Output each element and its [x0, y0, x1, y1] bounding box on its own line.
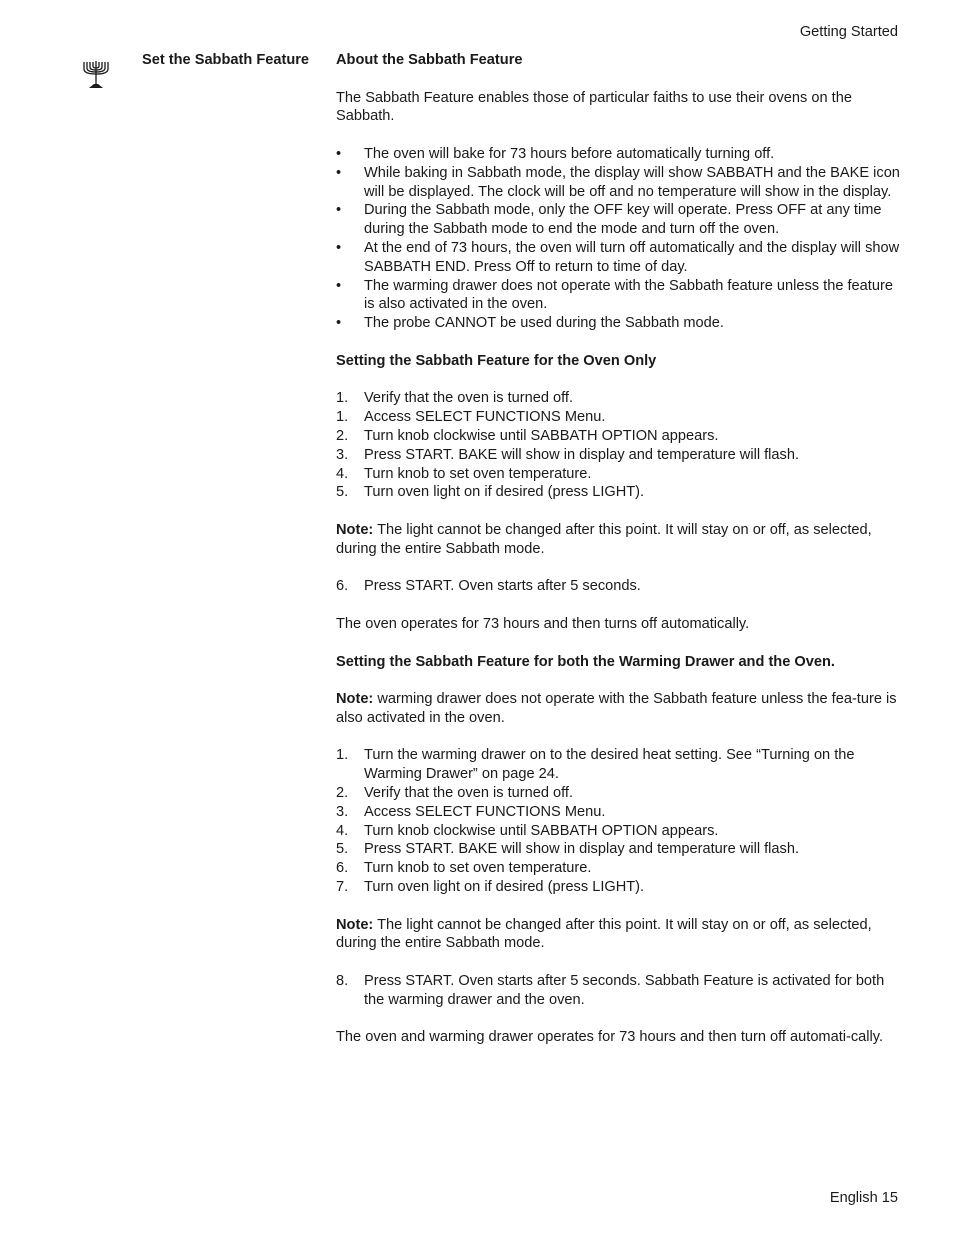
oven-only-final-step	[336, 577, 901, 596]
list-item: 5. Turn oven light on if desired (press LIGHT).	[336, 484, 645, 501]
list-item: 2. Turn knob clockwise until SABBATH OPTION appears.	[336, 427, 719, 444]
oven-only-heading: Setting the Sabbath Feature for the Oven Only	[336, 352, 657, 369]
list-item: 1. Verify that the oven is turned off.	[336, 390, 574, 407]
list-item: 4. Turn knob to set oven temperature.	[336, 465, 592, 482]
oven-only-closing: The oven operates for 73 hours and then turns off automatically.	[336, 615, 750, 632]
list-item: • The warming drawer does not operate with the Sabbath feature unless the feature is also activated in the oven.	[336, 277, 893, 313]
both-note-2: Note: The light cannot be changed after this point. It will stay on or off, as selected, during the entire Sabbath mode.	[336, 916, 872, 952]
bullet-marker: •	[336, 164, 342, 181]
list-item: 3. Access SELECT FUNCTIONS Menu.	[336, 803, 606, 820]
sidebar-title: Set the Sabbath Feature	[142, 52, 310, 68]
bullet-marker: •	[336, 277, 342, 294]
both-heading: Setting the Sabbath Feature for both the Warming Drawer and the Oven.	[336, 653, 835, 670]
main-content	[336, 51, 901, 1047]
bullet-marker: •	[336, 315, 342, 332]
list-item: • During the Sabbath mode, only the OFF key will operate. Press OFF at any time during the Sabbath mode to end the mode and turn off the oven.	[336, 202, 882, 238]
both-final-step	[336, 972, 901, 1010]
about-bullet-list	[336, 145, 901, 333]
list-item: 3. Press START. BAKE will show in display and temperature will flash.	[336, 446, 800, 463]
about-heading: About the Sabbath Feature	[336, 52, 523, 68]
list-item: • The oven will bake for 73 hours before automatically turning off.	[336, 145, 775, 162]
list-item: 1. Access SELECT FUNCTIONS Menu.	[336, 409, 606, 426]
list-item: 4. Turn knob clockwise until SABBATH OPTION appears.	[336, 822, 719, 839]
both-steps	[336, 746, 901, 896]
page-header-section: Getting Started	[799, 24, 898, 40]
list-item: • The probe CANNOT be used during the Sabbath mode.	[336, 315, 724, 332]
both-closing: The oven and warming drawer operates for 73 hours and then turn off automati-cally.	[336, 1029, 884, 1046]
about-intro: The Sabbath Feature enables those of particular faiths to use their ovens on the Sabbath.	[336, 89, 852, 125]
list-item: 2. Verify that the oven is turned off.	[336, 785, 574, 802]
oven-only-steps	[336, 389, 901, 502]
list-item: 1. Turn the warming drawer on to the desired heat setting. See “Turning on the Warming Drawer” on page 24.	[336, 747, 855, 783]
list-item: 6. Turn knob to set oven temperature.	[336, 860, 592, 877]
bullet-marker: •	[336, 239, 342, 256]
list-item: • At the end of 73 hours, the oven will turn off automatically and the display will show SABBATH END. Press Off to return to time of day.	[336, 239, 900, 275]
bullet-marker: •	[336, 145, 342, 162]
list-item: 5. Press START. BAKE will show in display and temperature will flash.	[336, 841, 800, 858]
list-item: 8. Press START. Oven starts after 5 seconds. Sabbath Feature is activated for both the warming drawer and the oven.	[336, 973, 885, 1008]
list-item: • While baking in Sabbath mode, the display will show SABBATH and the BAKE icon will be displayed. The clock will be off and no temperature will show in the display.	[336, 164, 900, 200]
page-number: English 15	[829, 1190, 898, 1206]
both-note-1: Note: warming drawer does not operate with the Sabbath feature unless the fea-ture is also activated in the oven.	[336, 691, 897, 726]
list-item: 6. Press START. Oven starts after 5 seconds.	[336, 578, 641, 595]
list-item: 7. Turn oven light on if desired (press LIGHT).	[336, 879, 645, 896]
bullet-marker: •	[336, 202, 342, 219]
menorah-icon	[81, 60, 111, 90]
oven-only-note: Note: The light cannot be changed after this point. It will stay on or off, as selected, during the entire Sabbath mode.	[336, 521, 872, 557]
